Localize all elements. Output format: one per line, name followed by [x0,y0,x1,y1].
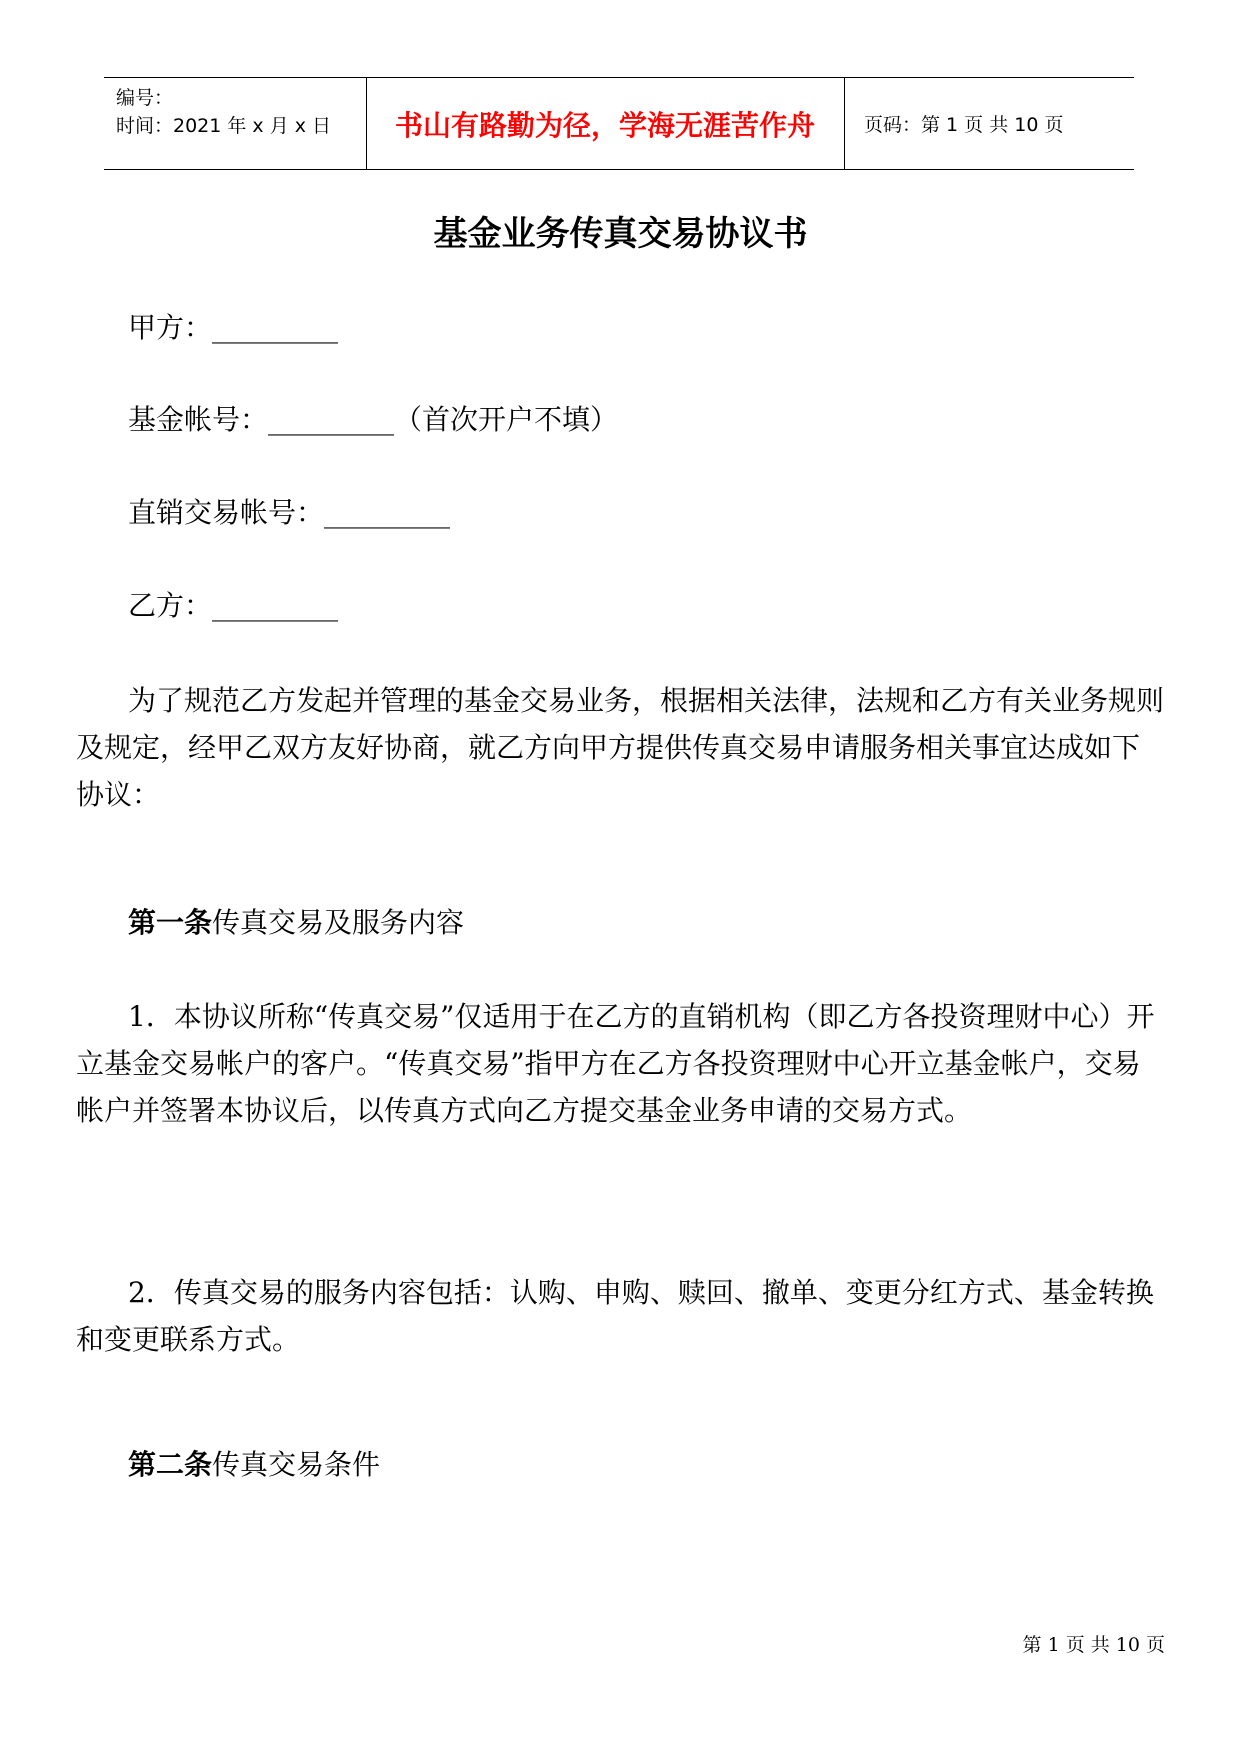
page-footer: 第 1 页 共 10 页 [1022,1634,1165,1656]
header-page-info: 页码：第 1 页 共 10 页 [864,114,1064,136]
party-b-field: 乙方：_________ [128,589,339,622]
article-1-title: 传真交易及服务内容 [212,906,465,939]
header-motto: 书山有路勤为径，学海无涯苦作舟 [394,108,815,142]
document-title: 基金业务传真交易协议书 [433,214,808,254]
fund-account-field: 基金帐号：_________（首次开户不填） [128,403,619,436]
article-2-label: 第二条 [128,1448,213,1481]
article-1-heading [128,903,464,943]
direct-account-field: 直销交易帐号：_________ [128,496,451,529]
article-2-title: 传真交易条件 [212,1448,381,1481]
intro-paragraph: 为了规范乙方发起并管理的基金交易业务，根据相关法律，法规和乙方有关业务规则及规定，经甲乙双方友好协商，就乙方向甲方提供传真交易申请服务相关事宜达成如下协议： [76,684,1165,811]
article-1-label: 第一条 [128,906,213,939]
time-label: 时间：2021 年 x 月 x 日 [116,115,332,137]
header-meta [116,84,331,140]
document-header [104,77,1134,170]
article-2-heading [128,1445,380,1485]
serial-number-label: 编号： [116,87,174,109]
article-1-item-1: 1．本协议所称“传真交易”仅适用于在乙方的直销机构（即乙方各投资理财中心）开立基金交易帐户的客户。“传真交易”指甲方在乙方各投资理财中心开立基金帐户，交易帐户并签署本协议后，以传真方式向乙方提交基金业务申请的交易方式。 [76,1000,1155,1127]
article-1-item-2: 2．传真交易的服务内容包括：认购、申购、赎回、撤单、变更分红方式、基金转换和变更联系方式。 [76,1276,1154,1356]
party-a-field: 甲方：_________ [128,311,339,344]
header-divider-right [844,78,845,169]
